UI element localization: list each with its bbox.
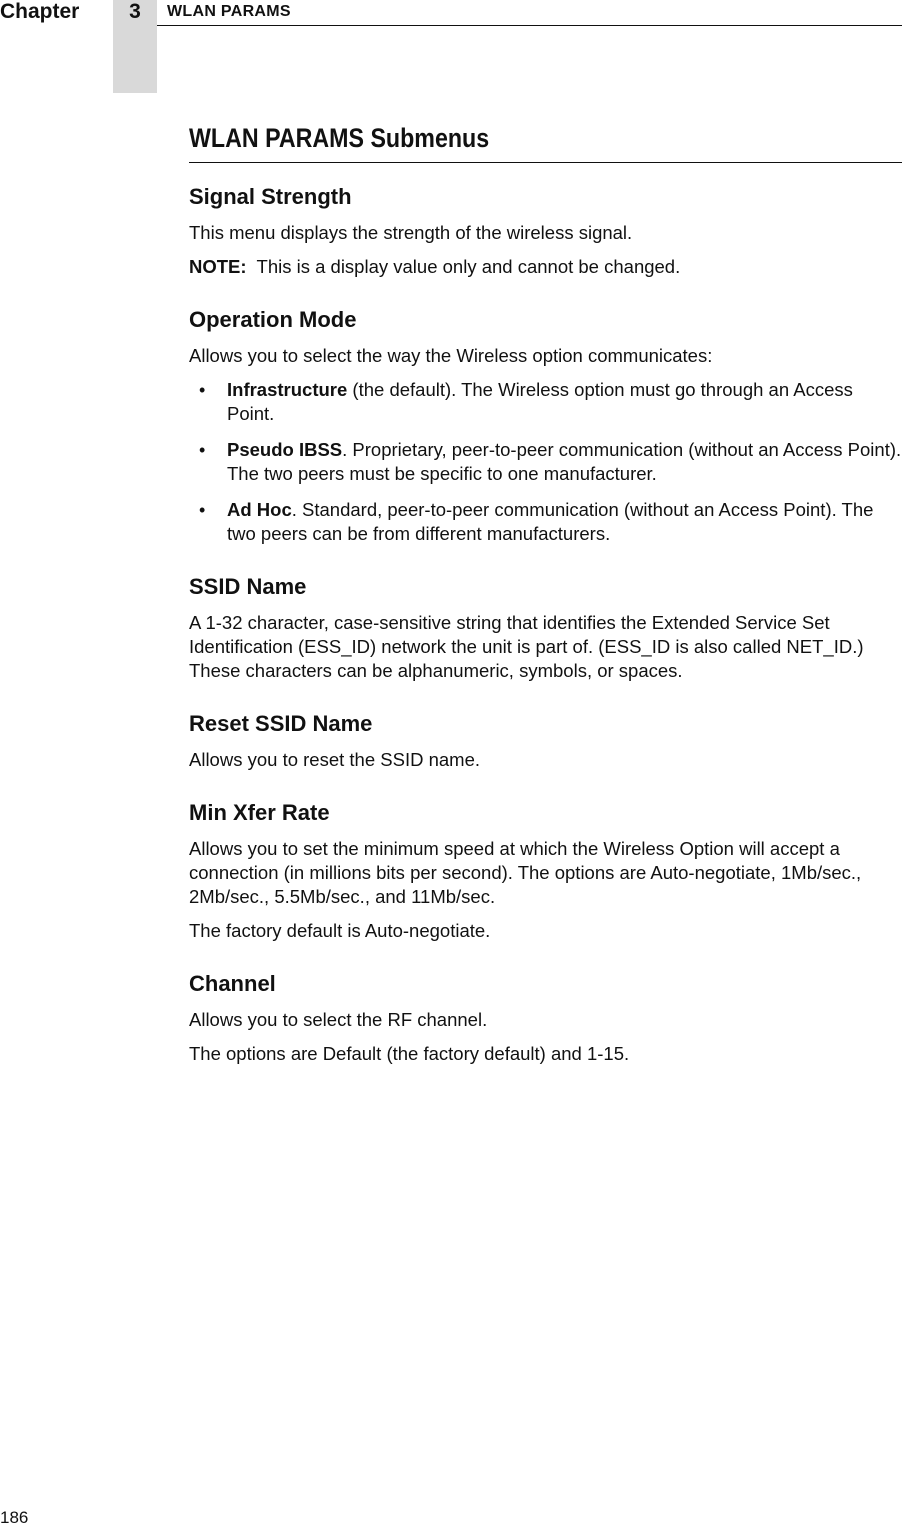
operation-mode-intro: Allows you to select the way the Wireless option communicates: bbox=[189, 345, 713, 366]
channel-body: Allows you to select the RF channel. bbox=[189, 1009, 488, 1030]
list-item-text: . Proprietary, peer-to-peer communication (without an Access Point). The two peers must be specific to one manufacturer. bbox=[227, 439, 902, 484]
min-xfer-rate-body: Allows you to set the minimum speed at which the Wireless Option will accept a connection (in millions bits per second). The options are Auto-negotiate, 1Mb/sec., 2Mb/sec., 5.5Mb/sec., and 11Mb/sec. bbox=[189, 838, 862, 907]
chapter-label: Chapter bbox=[0, 0, 80, 23]
operation-mode-list bbox=[189, 378, 902, 546]
list-item-text: . Standard, peer-to-peer communication (without an Access Point). The two peers can be from different manufacturers. bbox=[227, 499, 874, 544]
signal-strength-body: This menu displays the strength of the wireless signal. bbox=[189, 222, 633, 243]
bullet-icon: • bbox=[199, 380, 206, 400]
heading-min-xfer-rate: Min Xfer Rate bbox=[189, 800, 330, 825]
list-item-term: Ad Hoc bbox=[227, 499, 292, 520]
list-item-term: Infrastructure bbox=[227, 379, 348, 400]
heading-channel: Channel bbox=[189, 971, 276, 996]
reset-ssid-body: Allows you to reset the SSID name. bbox=[189, 749, 480, 770]
min-xfer-rate-default: The factory default is Auto-negotiate. bbox=[189, 920, 491, 941]
list-item bbox=[189, 498, 902, 546]
chapter-tab bbox=[113, 0, 157, 93]
page-content bbox=[189, 118, 902, 1066]
heading-reset-ssid-name: Reset SSID Name bbox=[189, 711, 373, 736]
note-label: NOTE: bbox=[189, 256, 247, 277]
list-item bbox=[189, 378, 902, 426]
heading-operation-mode: Operation Mode bbox=[189, 307, 357, 332]
chapter-number: 3 bbox=[129, 0, 141, 23]
header-rule bbox=[157, 25, 902, 26]
bullet-icon: • bbox=[199, 440, 206, 460]
page-number: 186 bbox=[0, 1508, 29, 1527]
channel-options: The options are Default (the factory default) and 1-15. bbox=[189, 1043, 630, 1064]
section-title-rule bbox=[189, 162, 902, 163]
signal-strength-note bbox=[189, 255, 902, 279]
ssid-name-body: A 1-32 character, case-sensitive string that identifies the Extended Service Set Identification (ESS_ID) network the unit is part of. (ESS_ID is also called NET_ID.) These characters can be alphanumeric, symbols, or spaces. bbox=[189, 612, 864, 681]
note-text: This is a display value only and cannot be changed. bbox=[256, 256, 681, 277]
heading-signal-strength: Signal Strength bbox=[189, 184, 352, 209]
list-item bbox=[189, 438, 902, 486]
list-item-term: Pseudo IBSS bbox=[227, 439, 343, 460]
running-title: WLAN PARAMS bbox=[167, 3, 291, 20]
bullet-icon: • bbox=[199, 500, 206, 520]
list-item-text: (the default). The Wireless option must go through an Access Point. bbox=[227, 379, 853, 424]
heading-ssid-name: SSID Name bbox=[189, 574, 307, 599]
section-title: WLAN PARAMS Submenus bbox=[189, 123, 490, 153]
